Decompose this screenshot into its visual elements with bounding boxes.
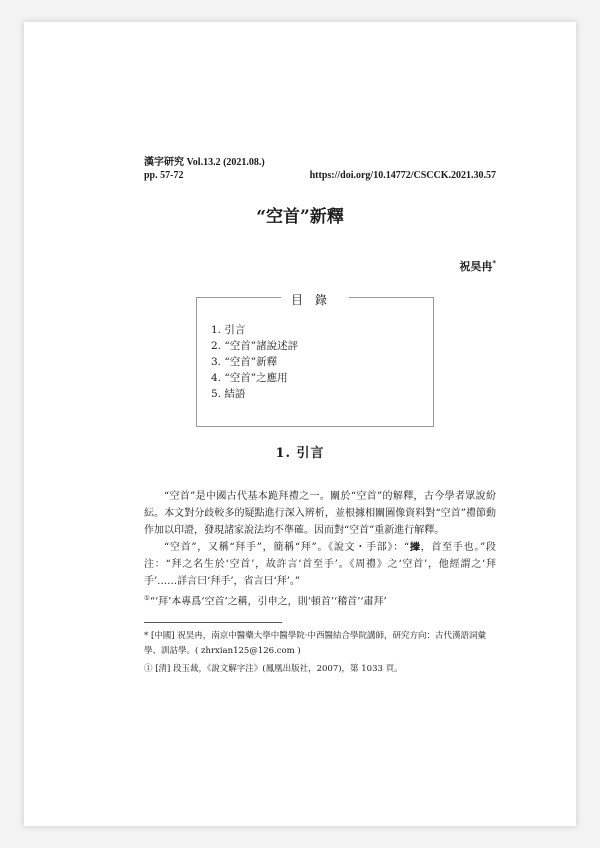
journal-header [144, 156, 496, 182]
paragraph: “空首”是中國古代基本跪拜禮之一。關於“空首”的解釋，古今學者眾說紛紜。本文對分歧較多的疑點進行深入辨析，並根據相關圖像資料對“空首”禮節動作加以印證，發現諸家說法均不準確。因而對“空首”重新進行解釋。 [144, 491, 496, 536]
toc-list [211, 322, 298, 402]
footnotes [144, 629, 496, 680]
footnote-ref[interactable]: ① [144, 594, 150, 602]
journal-name: 漢字研究 Vol.13.2 (2021.08.) [144, 157, 265, 168]
doi-link[interactable]: https://doi.org/10.14772/CSCCK.2021.30.57 [309, 170, 496, 181]
footnote-author: * [中國] 祝昊冉，南京中醫藥大學中醫學院·中西醫結合學院講師，研究方向：古代漢語詞彙學、訓詁學。( zhrxian125@126.com ) [144, 631, 486, 656]
emphasized-character: 𢷎 [409, 542, 421, 553]
toc-item[interactable]: 1. 引言 [211, 324, 246, 336]
toc-title: 目錄 [281, 293, 349, 307]
author-line [459, 258, 496, 274]
paragraph: “空首”，又稱“拜手”，簡稱“拜”。《說文・手部》：“𢷎，首至手也。”段注：“拜之名生於‘空首’，故許言‘首至手’。《周禮》之‘空首’，他經謂之‘拜手’……詳言曰‘拜手’，省言曰‘拜’。” ①“‘拜’本專爲‘空首’之稱，引申之，則‘頓首’‘稽首’‘肅拜’ [144, 542, 496, 608]
paper-page [24, 22, 576, 826]
footnote-divider [144, 622, 282, 623]
toc-item[interactable]: 2. “空首”諸說述評 [211, 340, 299, 352]
footnote-1: ① [清] 段玉裁，《說文解字注》(鳳凰出版社，2007)，第 1033 頁。 [144, 664, 403, 674]
paper-title: “空首”新釋 [256, 207, 344, 227]
toc-item[interactable]: 4. “空首”之應用 [211, 372, 288, 384]
author-footnote-mark[interactable]: * [492, 258, 496, 268]
table-of-contents [196, 293, 434, 427]
author-name: 祝昊冉 [459, 260, 493, 273]
body-text [144, 488, 496, 610]
page-range: pp. 57-72 [144, 170, 184, 181]
toc-item[interactable]: 5. 結語 [211, 388, 246, 400]
section-heading: 1. 引言 [275, 446, 325, 461]
toc-item[interactable]: 3. “空首”新釋 [211, 356, 278, 368]
